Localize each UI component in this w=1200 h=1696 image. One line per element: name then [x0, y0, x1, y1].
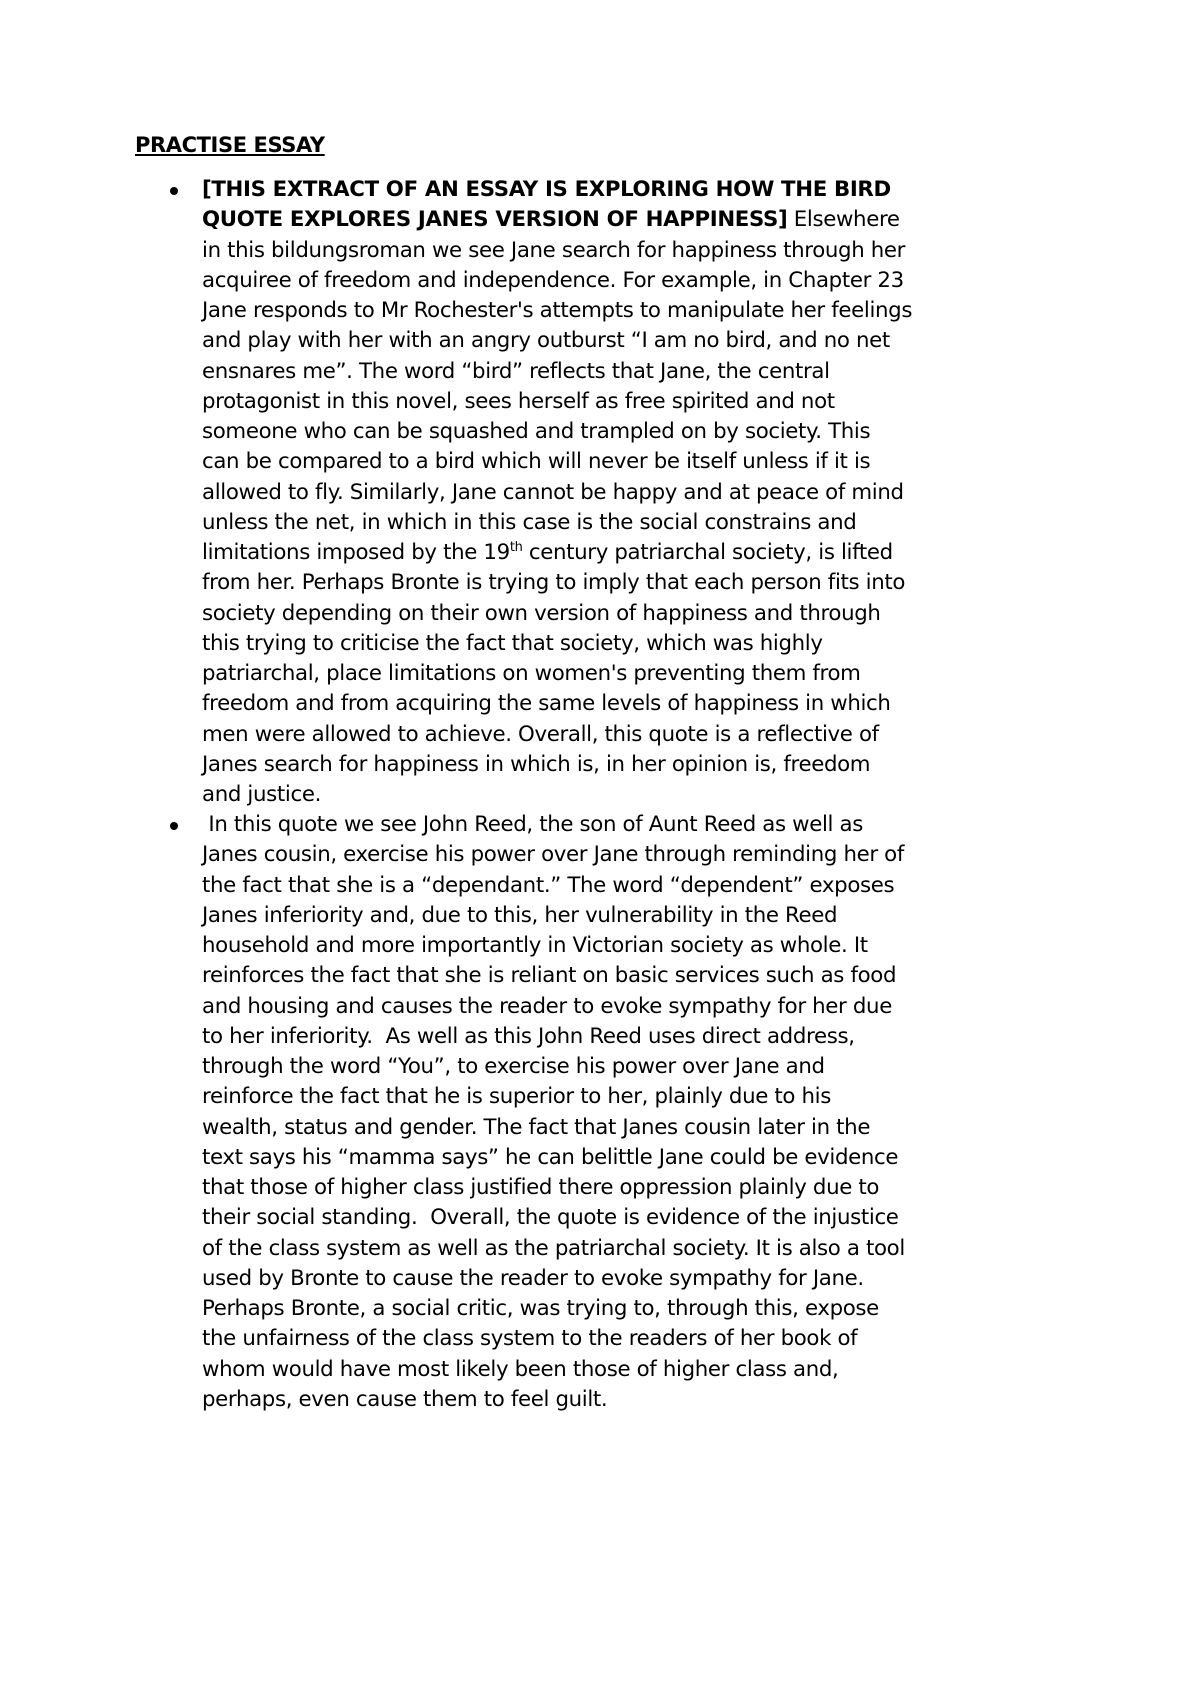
text-line	[202, 1173, 1022, 1203]
text-segment: freedom and from acquiring the same levels of happiness in which	[202, 691, 891, 717]
text-line	[202, 508, 1022, 538]
text-segment: text says his “mamma says” he can belittle Jane could be evidence	[202, 1144, 899, 1170]
text-line	[202, 175, 1022, 205]
text-line	[202, 538, 1022, 568]
text-line	[202, 1234, 1022, 1264]
text-segment: men were allowed to achieve. Overall, this quote is a reflective of	[202, 721, 879, 747]
text-segment: ensnares me”. The word “bird” reflects that Jane, the central	[202, 358, 830, 384]
text-line	[202, 1082, 1022, 1112]
text-segment: their social standing. Overall, the quote is evidence of the injustice	[202, 1205, 899, 1231]
superscript: th	[509, 539, 523, 555]
text-segment: patriarchal, place limitations on women's preventing them from	[202, 661, 861, 686]
bullet-icon	[170, 187, 178, 195]
text-line	[202, 1143, 1022, 1173]
text-line	[202, 1294, 1022, 1324]
text-segment: to her inferiority. As well as this John Reed uses direct address,	[202, 1023, 855, 1049]
text-line	[202, 1052, 1022, 1082]
text-line	[202, 1264, 1022, 1294]
text-line	[202, 840, 1022, 870]
text-line	[202, 659, 1022, 689]
text-segment: and play with her with an angry outburst “I am no bird, and no net	[202, 328, 890, 354]
text-line	[202, 931, 1022, 961]
text-segment: the unfairness of the class system to the readers of her book of	[202, 1326, 858, 1352]
text-line	[202, 992, 1022, 1022]
text-segment: Perhaps Bronte, a social critic, was trying to, through this, expose	[202, 1296, 879, 1321]
text-segment: and housing and causes the reader to evoke sympathy for her due	[202, 993, 892, 1019]
text-line	[202, 387, 1022, 417]
text-line	[202, 780, 1022, 810]
text-segment: the fact that she is a “dependant.” The word “dependent” exposes	[202, 872, 895, 898]
text-line	[202, 266, 1022, 296]
text-line	[202, 1324, 1022, 1354]
text-segment: Janes cousin, exercise his power over Jane through reminding her of	[202, 842, 905, 868]
text-line	[202, 750, 1022, 780]
text-line	[202, 478, 1022, 508]
bullet-icon	[170, 822, 178, 830]
text-segment: through the word “You”, to exercise his power over Jane and	[202, 1054, 825, 1079]
bold-text: [THIS EXTRACT OF AN ESSAY IS EXPLORING HOW THE BIRD	[202, 177, 891, 202]
text-segment: and justice.	[202, 782, 321, 807]
text-segment: wealth, status and gender. The fact that Janes cousin later in the	[202, 1114, 871, 1140]
text-segment: unless the net, in which in this case is the social constrains and	[202, 509, 857, 535]
text-line	[202, 1022, 1022, 1052]
text-segment: In this quote we see John Reed, the son of Aunt Reed as well as	[202, 812, 863, 837]
text-segment: whom would have most likely been those of higher class and,	[202, 1356, 839, 1382]
bullet-item-1	[202, 175, 1022, 810]
text-segment: acquiree of freedom and independence. For example, in Chapter 23	[202, 267, 904, 293]
text-line	[202, 720, 1022, 750]
text-segment: allowed to fly. Similarly, Jane cannot be happy and at peace of mind	[202, 479, 904, 505]
text-segment: can be compared to a bird which will never be itself unless if it is	[202, 449, 871, 475]
text-segment: in this bildungsroman we see Jane search for happiness through her	[202, 237, 906, 263]
text-line	[202, 1113, 1022, 1143]
text-line	[202, 1355, 1022, 1385]
text-segment: of the class system as well as the patriarchal society. It is also a tool	[202, 1235, 905, 1261]
text-line	[202, 1203, 1022, 1233]
text-line	[202, 810, 1022, 840]
text-line	[202, 1385, 1022, 1415]
text-segment: reinforces the fact that she is reliant on basic services such as food	[202, 963, 897, 989]
text-line	[202, 901, 1022, 931]
text-segment: Elsewhere	[787, 207, 900, 233]
text-segment: Janes search for happiness in which is, in her opinion is, freedom	[202, 751, 871, 777]
text-line	[202, 236, 1022, 266]
text-segment: limitations imposed by the 19	[202, 540, 510, 565]
bold-text: QUOTE EXPLORES JANES VERSION OF HAPPINESS]	[202, 207, 788, 233]
text-segment: from her. Perhaps Bronte is trying to imply that each person fits into	[202, 570, 906, 596]
text-line	[202, 599, 1022, 629]
text-segment: this trying to criticise the fact that society, which was highly	[202, 630, 823, 656]
text-segment: household and more importantly in Victorian society as whole. It	[202, 933, 868, 958]
text-segment: society depending on their own version of happiness and through	[202, 600, 881, 626]
text-line	[202, 689, 1022, 719]
text-line	[202, 326, 1022, 356]
text-line	[202, 417, 1022, 447]
text-segment: protagonist in this novel, sees herself as free spirited and not	[202, 388, 835, 414]
text-segment: that those of higher class justified there oppression plainly due to	[202, 1175, 880, 1200]
text-line	[202, 871, 1022, 901]
text-segment: perhaps, even cause them to feel guilt.	[202, 1386, 608, 1412]
text-line	[202, 961, 1022, 991]
text-line	[202, 357, 1022, 387]
text-segment: century patriarchal society, is lifted	[522, 540, 893, 565]
text-segment: used by Bronte to cause the reader to evoke sympathy for Jane.	[202, 1265, 864, 1291]
text-line	[202, 447, 1022, 477]
text-segment: someone who can be squashed and trampled on by society. This	[202, 419, 871, 444]
text-line	[202, 568, 1022, 598]
bullet-item-2	[202, 810, 1022, 1415]
text-line	[202, 296, 1022, 326]
text-segment: Jane responds to Mr Rochester's attempts to manipulate her feelings	[202, 298, 913, 323]
text-segment: Janes inferiority and, due to this, her vulnerability in the Reed	[202, 902, 838, 928]
text-line	[202, 629, 1022, 659]
essay-title: PRACTISE ESSAY	[135, 133, 325, 157]
text-line	[202, 205, 1022, 235]
text-segment: reinforce the fact that he is superior to her, plainly due to his	[202, 1084, 831, 1110]
